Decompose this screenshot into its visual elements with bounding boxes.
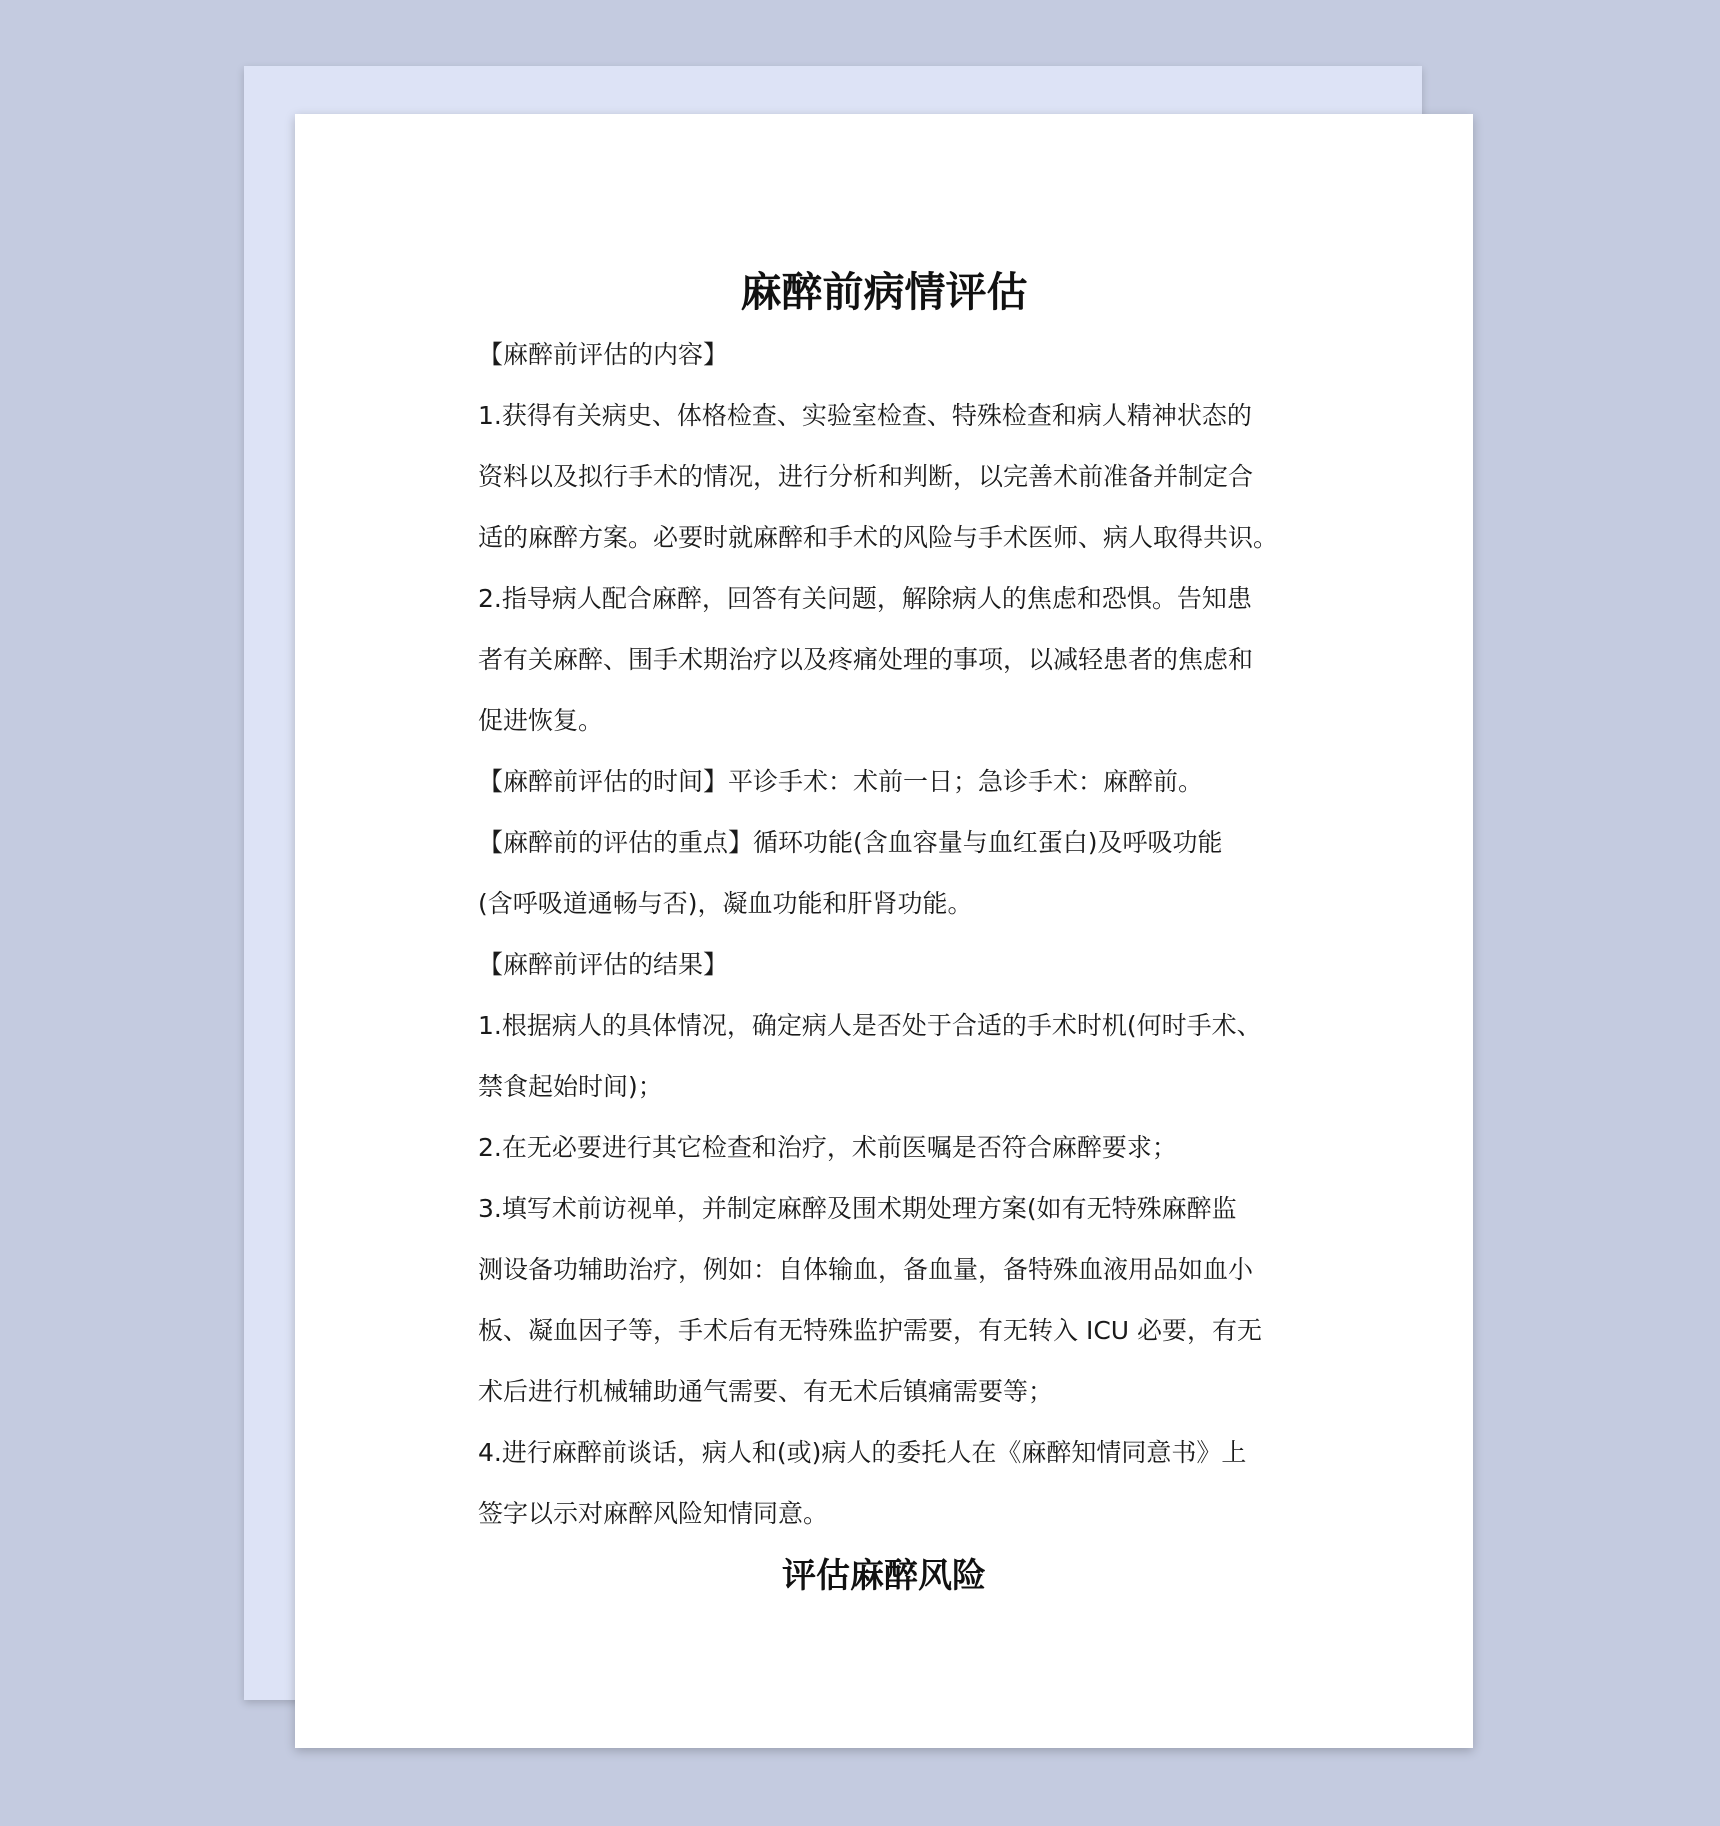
text-line: 3.填写术前访视单，并制定麻醉及围术期处理方案(如有无特殊麻醉监 (478, 1194, 1237, 1223)
text-line: 【麻醉前的评估的重点】循环功能(含血容量与血红蛋白)及呼吸功能 (478, 828, 1223, 857)
text-line: 促进恢复。 (478, 706, 604, 735)
text-line: 签字以示对麻醉风险知情同意。 (478, 1499, 829, 1528)
document-page (295, 114, 1473, 1748)
section-title: 评估麻醉风险 (782, 1556, 986, 1596)
text-line: (含呼吸道通畅与否)，凝血功能和肝肾功能。 (478, 889, 973, 918)
text-line: 适的麻醉方案。必要时就麻醉和手术的风险与手术医师、病人取得共识。 (478, 523, 1279, 552)
text-line: 【麻醉前评估的内容】 (478, 340, 729, 369)
text-line: 资料以及拟行手术的情况，进行分析和判断，以完善术前准备并制定合 (478, 462, 1254, 491)
page-title: 麻醉前病情评估 (740, 268, 1028, 316)
text-line: 测设备功辅助治疗，例如：自体输血，备血量，备特殊血液用品如血小 (478, 1255, 1254, 1284)
text-line: 4.进行麻醉前谈话，病人和(或)病人的委托人在《麻醉知情同意书》上 (478, 1438, 1247, 1467)
text-line: 1.根据病人的具体情况，确定病人是否处于合适的手术时机(何时手术、 (478, 1011, 1262, 1040)
text-line: 2.在无必要进行其它检查和治疗，术前医嘱是否符合麻醉要求； (478, 1133, 1177, 1162)
text-line: 者有关麻醉、围手术期治疗以及疼痛处理的事项，以减轻患者的焦虑和 (478, 645, 1254, 674)
text-line: 板、凝血因子等，手术后有无特殊监护需要，有无转入 ICU 必要，有无 (478, 1316, 1263, 1345)
text-line: 术后进行机械辅助通气需要、有无术后镇痛需要等； (478, 1377, 1054, 1406)
text-line: 2.指导病人配合麻醉，回答有关问题，解除病人的焦虑和恐惧。告知患 (478, 584, 1252, 613)
document-content (478, 264, 1290, 1604)
text-line: 【麻醉前评估的时间】平诊手术：术前一日；急诊手术：麻醉前。 (478, 767, 1204, 796)
text-line: 1.获得有关病史、体格检查、实验室检查、特殊检查和病人精神状态的 (478, 401, 1252, 430)
text-line: 【麻醉前评估的结果】 (478, 950, 729, 979)
text-line: 禁食起始时间)； (478, 1072, 663, 1101)
